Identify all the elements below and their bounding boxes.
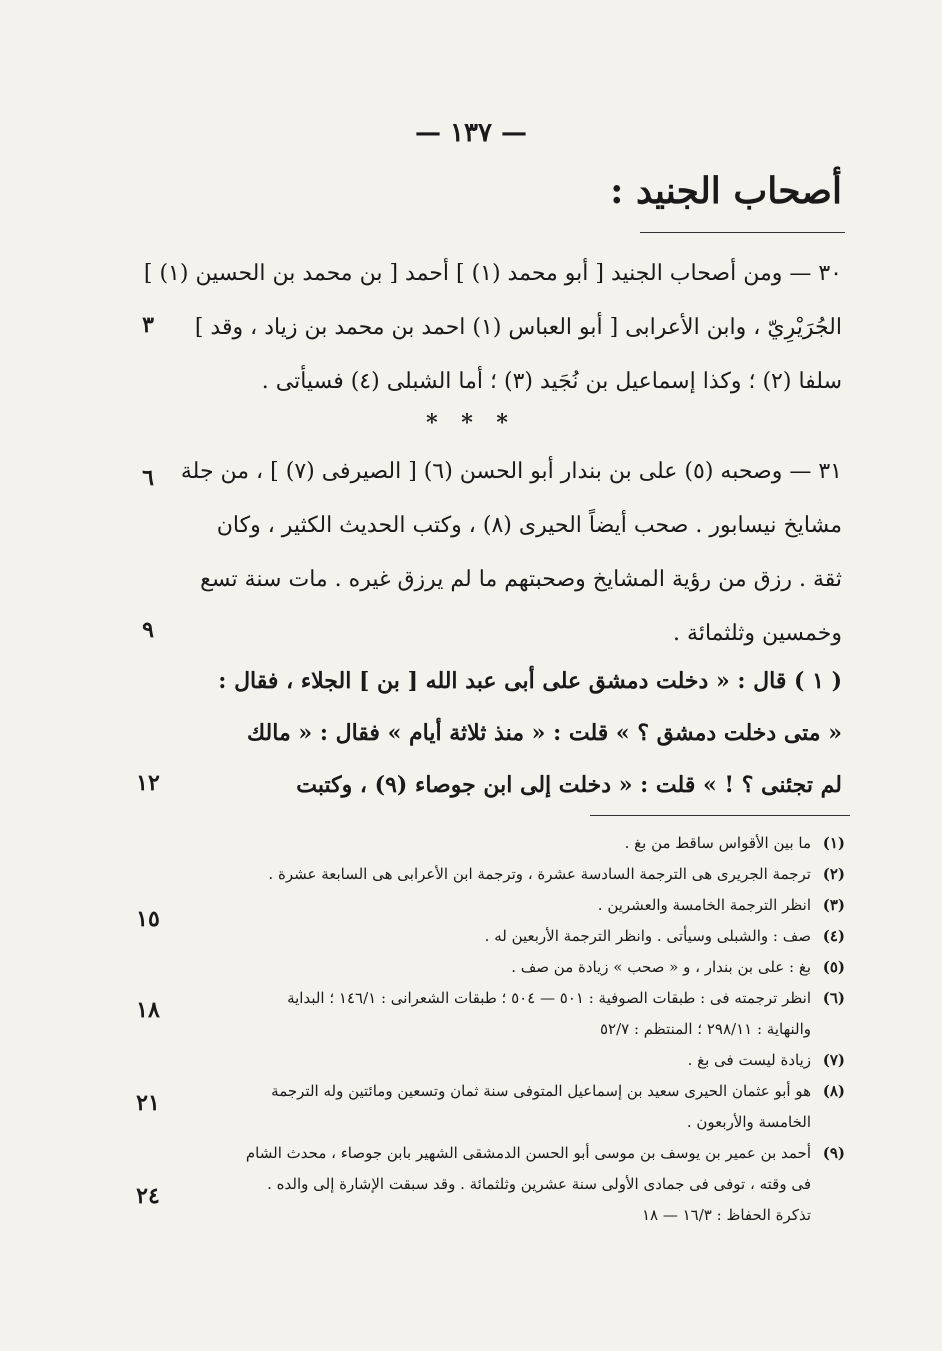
footnote bbox=[190, 1076, 845, 1138]
margin-line-number: ٣ bbox=[142, 312, 154, 338]
footnote-text: بغ : على بن بندار ، و « صحب » زيادة من صف . bbox=[511, 958, 811, 976]
entry-31-line: وخمسين وثلثمائة . bbox=[673, 621, 842, 646]
footnote bbox=[190, 828, 845, 859]
footnote-label: (٤) bbox=[822, 927, 845, 945]
footnote bbox=[190, 1138, 845, 1231]
footnote-text: والنهاية : ٢٩٨/١١ ؛ المنتظم : ٥٢/٧ bbox=[599, 1020, 811, 1038]
margin-line-number: ٩ bbox=[142, 617, 154, 643]
footnote-text: تذكرة الحفاظ : ١٦/٣ — ١٨ bbox=[641, 1206, 811, 1224]
section-separator: * * * bbox=[426, 410, 516, 436]
margin-line-number: ١٨ bbox=[136, 997, 160, 1023]
footnote-label: (١) bbox=[822, 834, 845, 852]
section-heading: أصحاب الجنيد : bbox=[610, 170, 842, 212]
page-number: — ١٣٧ — bbox=[414, 118, 528, 148]
entry-30-line: ٣٠ — ومن أصحاب الجنيد [ أبو محمد (١) ] أحمد [ بن محمد بن الحسين (١) ] bbox=[143, 261, 842, 286]
footnote-divider bbox=[590, 815, 850, 816]
footnote-text: ترجمة الجريرى هى الترجمة السادسة عشرة ، وترجمة ابن الأعرابى هى السابعة عشرة . bbox=[268, 865, 811, 883]
footnote-text: صف : والشبلى وسيأتى . وانظر الترجمة الأربعين له . bbox=[484, 927, 811, 945]
footnote bbox=[190, 1045, 845, 1076]
footnote-label: (٧) bbox=[822, 1051, 845, 1069]
footnote-text: انظر الترجمة الخامسة والعشرين . bbox=[597, 896, 811, 914]
footnote-label: (٨) bbox=[822, 1082, 845, 1100]
entry-30-line: الجُرَيْرِيّ ، وابن الأعرابى [ أبو العباس (١) احمد بن محمد بن زياد ، وقد ] bbox=[194, 315, 842, 340]
footnotes bbox=[190, 828, 845, 1231]
quote-line: لم تجئنى ؟ ! » قلت : « دخلت إلى ابن جوصاء (٩) ، وكتبت bbox=[296, 772, 842, 798]
entry-31-line: ٣١ — وصحبه (٥) على بن بندار أبو الحسن (٦) [ الصيرفى (٧) ] ، من جلة bbox=[180, 459, 842, 484]
margin-line-number: ٢٤ bbox=[136, 1183, 160, 1209]
quote-line: « متى دخلت دمشق ؟ » قلت : « منذ ثلاثة أيام » فقال : « مالك bbox=[247, 720, 842, 746]
footnote-label: (٣) bbox=[822, 896, 845, 914]
footnote-text: فى وقته ، توفى فى جمادى الأولى سنة عشرين وثلثمائة . وقد سبقت الإشارة إلى والده . bbox=[267, 1175, 811, 1193]
entry-30-line: سلفا (٢) ؛ وكذا إسماعيل بن نُجَيد (٣) ؛ أما الشبلى (٤) فسيأتى . bbox=[261, 369, 842, 394]
footnote bbox=[190, 952, 845, 983]
footnote-text: زيادة ليست فى بغ . bbox=[687, 1051, 811, 1069]
footnote-label: (٢) bbox=[822, 865, 845, 883]
quote-line: ( ١ ) قال : « دخلت دمشق على أبى عبد الله [ بن ] الجلاء ، فقال : bbox=[218, 668, 842, 694]
footnote-text: الخامسة والأربعون . bbox=[686, 1113, 811, 1131]
heading-underline bbox=[640, 232, 845, 233]
footnote bbox=[190, 983, 845, 1045]
margin-line-number: ٢١ bbox=[136, 1090, 160, 1116]
margin-line-number: ١٢ bbox=[136, 770, 160, 796]
footnote-text: انظر ترجمته فى : طبقات الصوفية : ٥٠١ — ٥٠٤ ؛ طبقات الشعرانى : ١٤٦/١ ؛ البداية bbox=[287, 989, 811, 1007]
footnote-text: أحمد بن عمير بن يوسف بن موسى أبو الحسن الدمشقى الشهير بابن جوصاء ، محدث الشام bbox=[245, 1144, 811, 1162]
margin-line-number: ١٥ bbox=[136, 906, 160, 932]
entry-31-line: مشايخ نيسابور . صحب أيضاً الحيرى (٨) ، وكتب الحديث الكثير ، وكان bbox=[216, 513, 842, 538]
footnote bbox=[190, 890, 845, 921]
entry-31-line: ثقة . رزق من رؤية المشايخ وصحبتهم ما لم يرزق غيره . مات سنة تسع bbox=[200, 567, 842, 592]
footnote-label: (٩) bbox=[822, 1144, 845, 1162]
entry-30 bbox=[143, 247, 842, 409]
footnote-text: هو أبو عثمان الحيرى سعيد بن إسماعيل المتوفى سنة ثمان وتسعين ومائتين وله الترجمة bbox=[271, 1082, 811, 1100]
footnote bbox=[190, 859, 845, 890]
footnote-text: ما بين الأقواس ساقط من بغ . bbox=[624, 834, 811, 852]
footnote-label: (٥) bbox=[822, 958, 845, 976]
entry-31 bbox=[180, 445, 842, 661]
margin-line-number: ٦ bbox=[142, 465, 154, 491]
quote-paragraph bbox=[192, 655, 842, 811]
footnote-label: (٦) bbox=[822, 989, 845, 1007]
footnote bbox=[190, 921, 845, 952]
